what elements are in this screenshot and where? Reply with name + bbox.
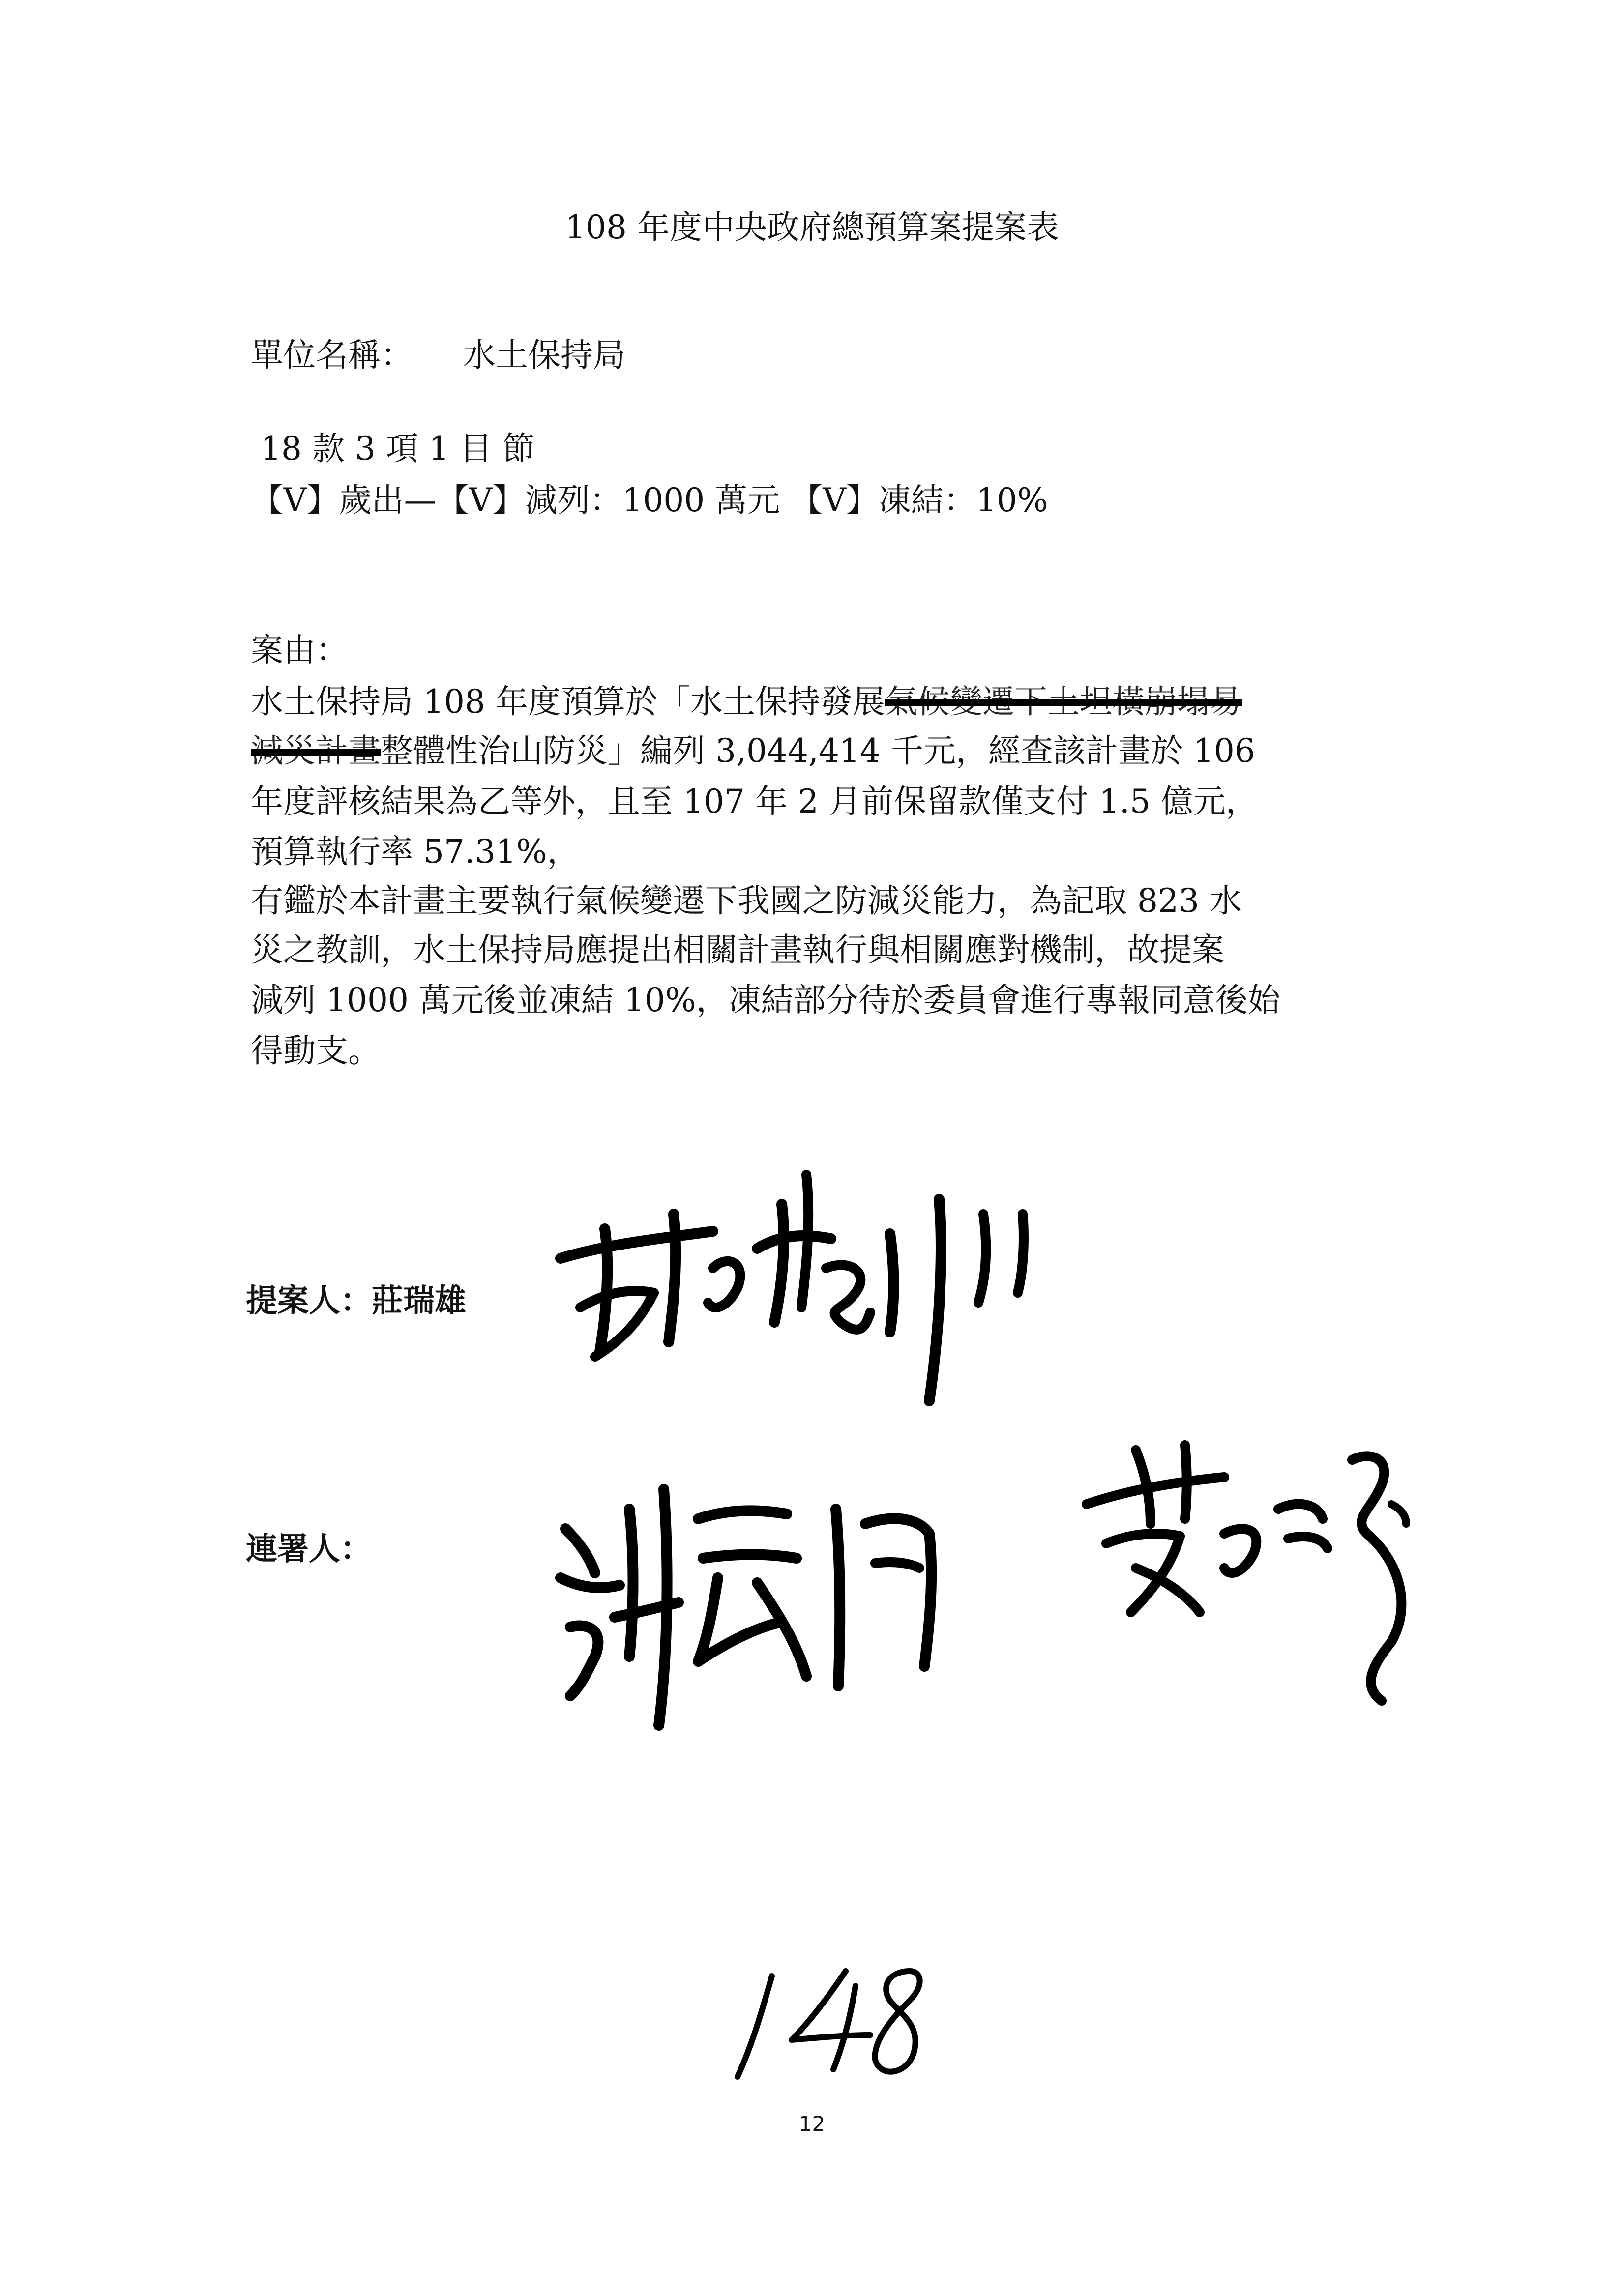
- document-title: 108 年度中央政府總預算案提案表: [565, 208, 1059, 246]
- proposer-row: [246, 1285, 466, 1317]
- unit-row: [251, 336, 625, 374]
- cosigner-signature-1: [551, 1480, 954, 1735]
- budget-reference: 18 款 3 項 1 目 節: [261, 430, 535, 467]
- reason-line-5: 有鑑於本計畫主要執行氣候變遷下我國之防減災能力，為記取 823 水: [251, 882, 1242, 920]
- reason-line-1: 水土保持局 108 年度預算於「水土保持發展氣候變遷下土坦橫崩塌易: [251, 683, 1242, 721]
- reason-line-3: 年度評核結果為乙等外，且至 107 年 2 月前保留款僅支付 1.5 億元，: [251, 783, 1258, 820]
- struck-text: 氣候變遷下土坦橫崩塌易: [885, 683, 1242, 721]
- proposer-signature: [551, 1145, 1052, 1411]
- unit-label: 單位名稱：: [251, 336, 413, 374]
- reason-label: 案由：: [251, 631, 348, 669]
- cosigner-label: 連署人：: [246, 1531, 372, 1568]
- unit-value: 水土保持局: [463, 336, 625, 374]
- reason-line-2: 減災計畫整體性治山防災」編列 3,044,414 千元，經查該計畫於 106: [251, 732, 1255, 770]
- proposer-label: 提案人：: [246, 1283, 372, 1319]
- reason-line-8: 得動支。: [251, 1032, 381, 1070]
- proposer-name: 莊瑞雄: [372, 1283, 466, 1319]
- cosigner-signature-2: [1077, 1430, 1411, 1706]
- handwritten-number: [733, 1956, 939, 2084]
- budget-flags: 【V】歲出—【V】減列：1000 萬元 【V】凍結：10%: [251, 481, 1048, 519]
- page-number: 12: [798, 2112, 826, 2136]
- reason-line-7: 減列 1000 萬元後並凍結 10%，凍結部分待於委員會進行專報同意後始: [251, 981, 1280, 1019]
- reason-line-6: 災之教訓，水土保持局應提出相關計畫執行與相關應對機制，故提案: [251, 931, 1224, 969]
- struck-text: 減災計畫: [251, 732, 381, 770]
- reason-line-4: 預算執行率 57.31%，: [251, 833, 580, 871]
